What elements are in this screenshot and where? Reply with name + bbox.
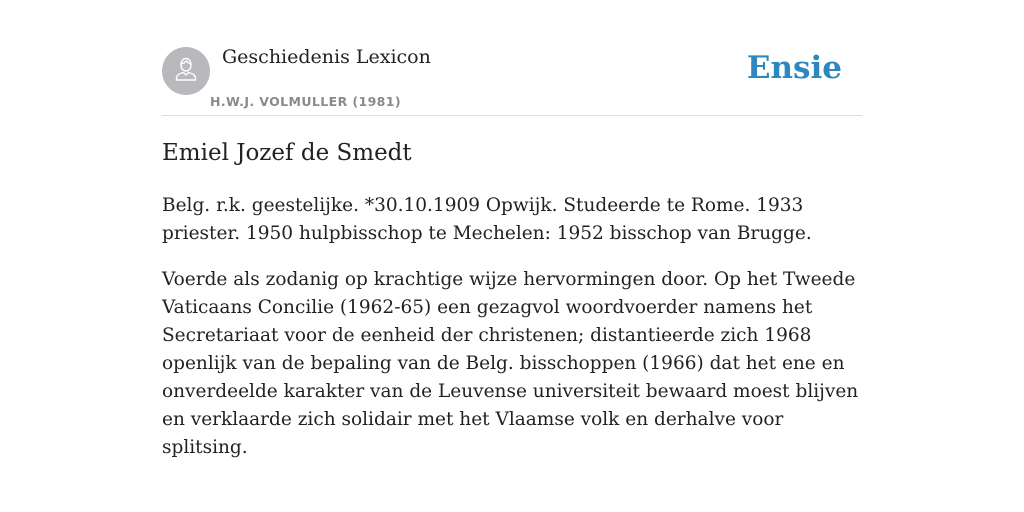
entry-card bbox=[162, 40, 862, 458]
entry-body bbox=[162, 192, 862, 480]
source-title[interactable]: Geschiedenis Lexicon bbox=[222, 46, 431, 68]
brand-logo[interactable]: Ensie bbox=[746, 50, 842, 86]
entry-paragraph: Belg. r.k. geestelijke. *30.10.1909 Opwijk. Studeerde te Rome. 1933 priester. 1950 hulpbisschop te Mechelen: 1952 bisschop van Brugge. bbox=[162, 195, 812, 244]
entry-title: Emiel Jozef de Smedt bbox=[162, 140, 412, 166]
user-icon bbox=[171, 54, 201, 89]
source-author[interactable]: H.W.J. VOLMULLER (1981) bbox=[210, 94, 401, 109]
entry-paragraph: Voerde als zodanig op krachtige wijze hervormingen door. Op het Tweede Vaticaans Concilie (1962-65) een gezagvol woordvoerder namens het Secretariaat voor de eenheid der christenen; distantieerde zich 1968 openlijk van de bepaling van de Belg. bisschoppen (1966) dat het ene en onverdeelde karakter van de Leuvense universiteit bewaard moest blijven en verklaarde zich solidair met het Vlaamse volk en derhalve voor splitsing. bbox=[162, 269, 859, 458]
avatar[interactable] bbox=[162, 47, 210, 95]
entry-header bbox=[162, 40, 862, 116]
